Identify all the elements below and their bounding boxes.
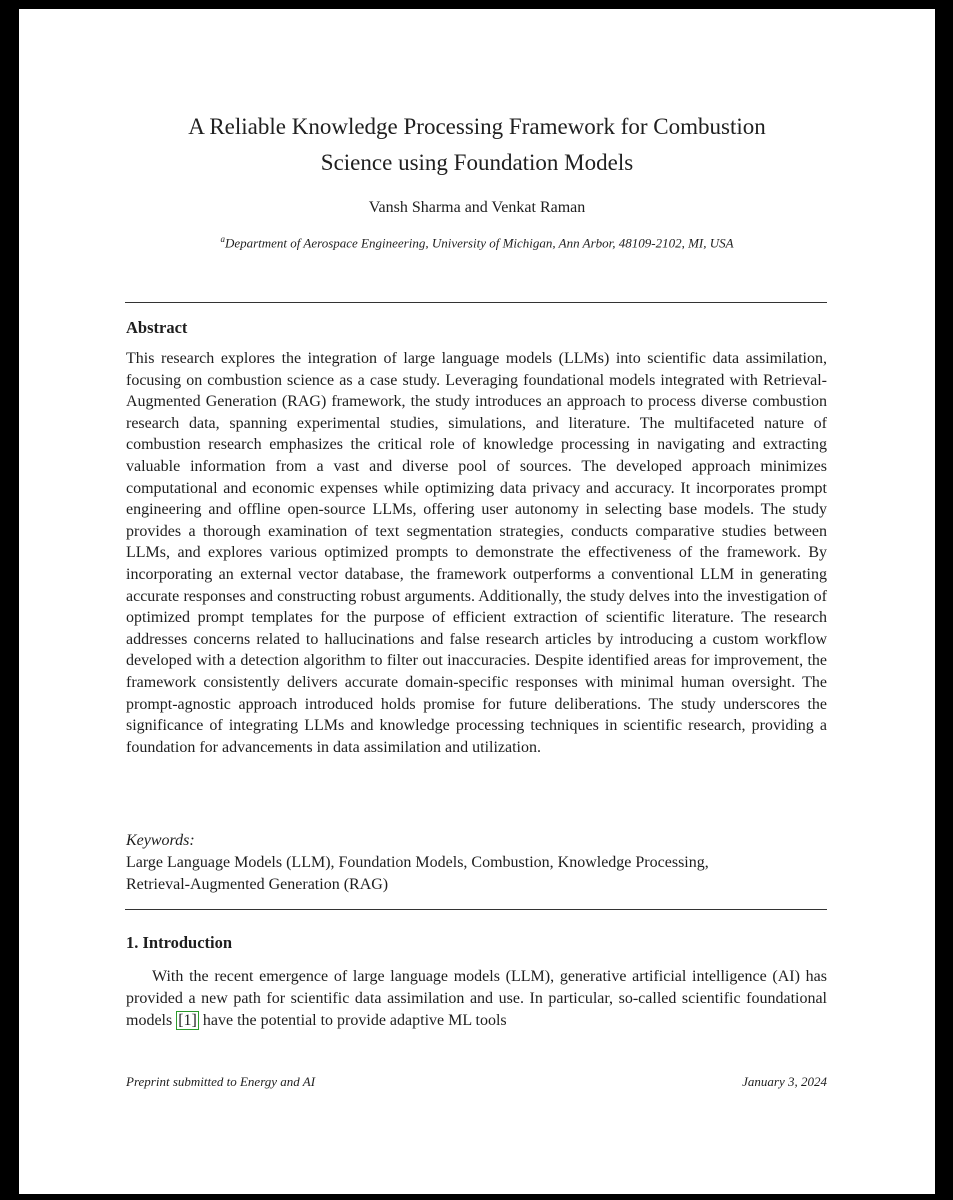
- keywords-heading: Keywords:: [126, 832, 195, 849]
- introduction-heading: 1. Introduction: [126, 933, 233, 952]
- affiliation-mark: a: [220, 234, 225, 244]
- keywords-line-1: Large Language Models (LLM), Foundation Models, Combustion, Knowledge Processing,: [126, 854, 709, 871]
- authors: Vansh Sharma and Venkat Raman: [368, 199, 586, 216]
- paper-page: [19, 9, 935, 1194]
- citation-link[interactable]: [1]: [178, 1012, 197, 1029]
- footer-preprint-note: Preprint submitted to Energy and AI: [126, 1074, 316, 1089]
- top-divider: [125, 302, 827, 303]
- footer-date: January 3, 2024: [742, 1074, 827, 1089]
- title-line-2: Science using Foundation Models: [320, 150, 634, 175]
- abstract-text: This research explores the integration of large language models (LLMs) into scientific data assimilation, focusing on combustion science as a case study. Leveraging foundational models integrated with Retrieval-Augmented Generation (RAG) framework, the study introduces an approach to process diverse combustion research data, spanning experimental studies, simulations, and literature. The multifaceted nature of combustion research emphasizes the critical role of knowledge processing in navigating and extracting valuable information from a vast and diverse pool of sources. The developed approach minimizes computational and economic expenses while optimizing data privacy and accuracy. It incorporates prompt engineering and offline open-source LLMs, offering user autonomy in selecting base models. The study provides a thorough examination of text segmentation strategies, conducts comparative studies between LLMs, and explores various optimized prompts to demonstrate the effectiveness of the framework. By incorporating an external vector database, the framework outperforms a conventional LLM in generating accurate responses and constructing robust arguments. Additionally, the study delves into the investigation of optimized prompt templates for the purpose of efficient extraction of scientific literature. The research addresses concerns related to hallucinations and false research articles by introducing a custom workflow developed with a detection algorithm to filter out inaccuracies. Despite identified areas for improvement, the framework consistently delivers accurate domain-specific responses with minimal human oversight. The prompt-agnostic approach introduced holds promise for future deliberations. The study underscores the significance of integrating LLMs and knowledge processing techniques in scientific research, providing a foundation for advancements in data assimilation and utilization.: [126, 350, 827, 756]
- abstract-heading: Abstract: [126, 318, 188, 337]
- affiliation: [19, 234, 935, 251]
- keywords-list: [126, 852, 827, 895]
- bottom-divider: [125, 909, 827, 910]
- keywords-line-2: Retrieval-Augmented Generation (RAG): [126, 875, 389, 893]
- paper-title: [19, 109, 935, 181]
- affiliation-text: Department of Aerospace Engineering, University of Michigan, Ann Arbor, 48109-2102, MI, USA: [224, 235, 734, 251]
- intro-text-after: have the potential to provide adaptive ML tools: [198, 1012, 507, 1029]
- title-line-1: A Reliable Knowledge Processing Framework for Combustion: [188, 114, 766, 139]
- intro-text-before: With the recent emergence of large language models (LLM), generative artificial intelligence (AI) has provided a new path for scientific data assimilation and use. In particular, so-called scientific foundational models: [126, 968, 827, 1029]
- introduction-text: [126, 966, 827, 1032]
